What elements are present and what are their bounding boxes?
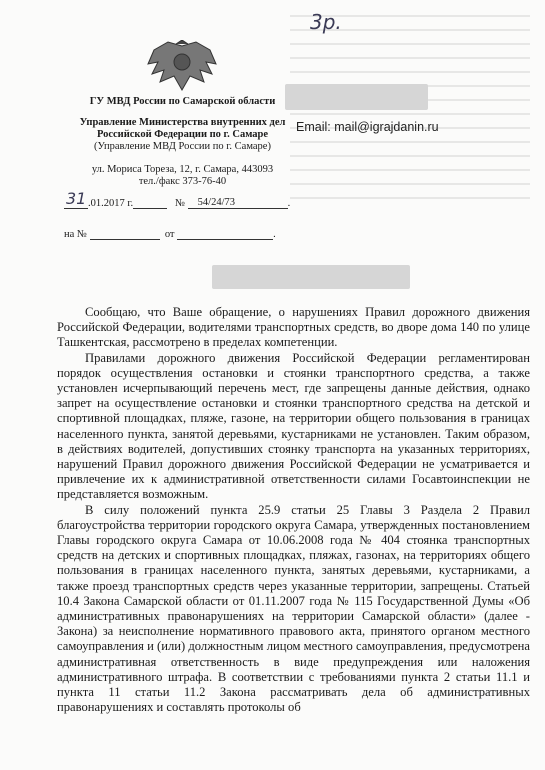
handwritten-day: 31 bbox=[66, 189, 87, 208]
email-address: Email: mail@igrajdanin.ru bbox=[296, 120, 439, 134]
number-label: № bbox=[175, 198, 186, 209]
address: ул. Мориса Тореза, 12, г. Самара, 443093 bbox=[91, 164, 274, 175]
emblem-icon bbox=[146, 40, 218, 92]
org-header: ГУ МВД России по Самарской области bbox=[89, 96, 276, 107]
dept-name-line3: (Управление МВД России по г. Самаре) bbox=[94, 141, 271, 152]
letter-body bbox=[57, 305, 530, 715]
bleed-through bbox=[290, 15, 530, 205]
date-suffix: .01.2017 г. bbox=[88, 198, 134, 209]
redacted-recipient bbox=[285, 84, 428, 110]
handwritten-annotation: 3р. bbox=[310, 10, 342, 34]
paragraph-3: В силу положений пункта 25.9 статьи 25 Главы 3 Раздела 2 Правил благоустройства территории городского округа Самара, утвержденных постановлением Главы городского округа Самара от 10.06.2008 года № 404 стоянка транспортных средств на детских и спортивных площадках, пляжах, газонах, на территориях общего пользования в границах населенного пункта, занятых деревьями, кустарниками, а также проезд транспортных средств через указанные территории, запрещены. Статьей 10.4 Закона Самарской области от 01.11.2007 года № 115 Государственной Думы «Об административных правонарушениях на территории Самарской области» (далее - Закона) за неисполнение нормативного правового акта, принятого органом местного самоуправления и (или) должностным лицом местного самоуправления, предусмотрена административная ответственность в виде предупреждения или наложения административного штрафа. В соответствии с требованиями пункта 2 статьи 11.1 и пункта 11 статьи 11.2 Закона рассматривать дела об административных правонарушениях и составлять протоколы об bbox=[57, 502, 530, 715]
phone: тел./факс 373-76-40 bbox=[138, 176, 227, 187]
letter-number: 54/24/73 bbox=[188, 197, 288, 209]
dept-name-line1: Управление Министерства внутренних дел bbox=[79, 117, 286, 128]
ref-label: на № bbox=[64, 229, 87, 240]
from-label: от bbox=[164, 229, 175, 240]
paragraph-2: Правилами дорожного движения Российской Федерации регламентирован порядок осуществления остановки и стоянки транспортного средства, а также установлен исчерпывающий перечень мест, где запрещены данные действия, однако запрет на осуществление остановки и стоянки транспортного средства на детской и спортивной площадках, пляже, газоне, на территории общего пользования в границах населенного пункта, занятой деревьями, кустарниками не установлен. Таким образом, в действиях водителей, допустивших стоянку транспорта на указанных территориях, нарушений Правил дорожного движения Российской Федерации не усматривается и привлечение их к административной ответственности силами Госавтоинспекции не представляется возможным. bbox=[57, 350, 530, 502]
reference-row: на № от . bbox=[64, 229, 276, 240]
redacted-addressee bbox=[212, 265, 410, 289]
dept-name-line2: Российской Федерации по г. Самаре bbox=[96, 129, 269, 140]
letter-date-row: 31 .01.2017 г. № 54/24/73 . bbox=[66, 189, 291, 209]
paragraph-1: Сообщаю, что Ваше обращение, о нарушениях Правил дорожного движения Российской Федерации, водителями транспортных средств, во дворе дома 140 по улице Ташкентская, рассмотрено в пределах компетенции. bbox=[57, 305, 530, 350]
